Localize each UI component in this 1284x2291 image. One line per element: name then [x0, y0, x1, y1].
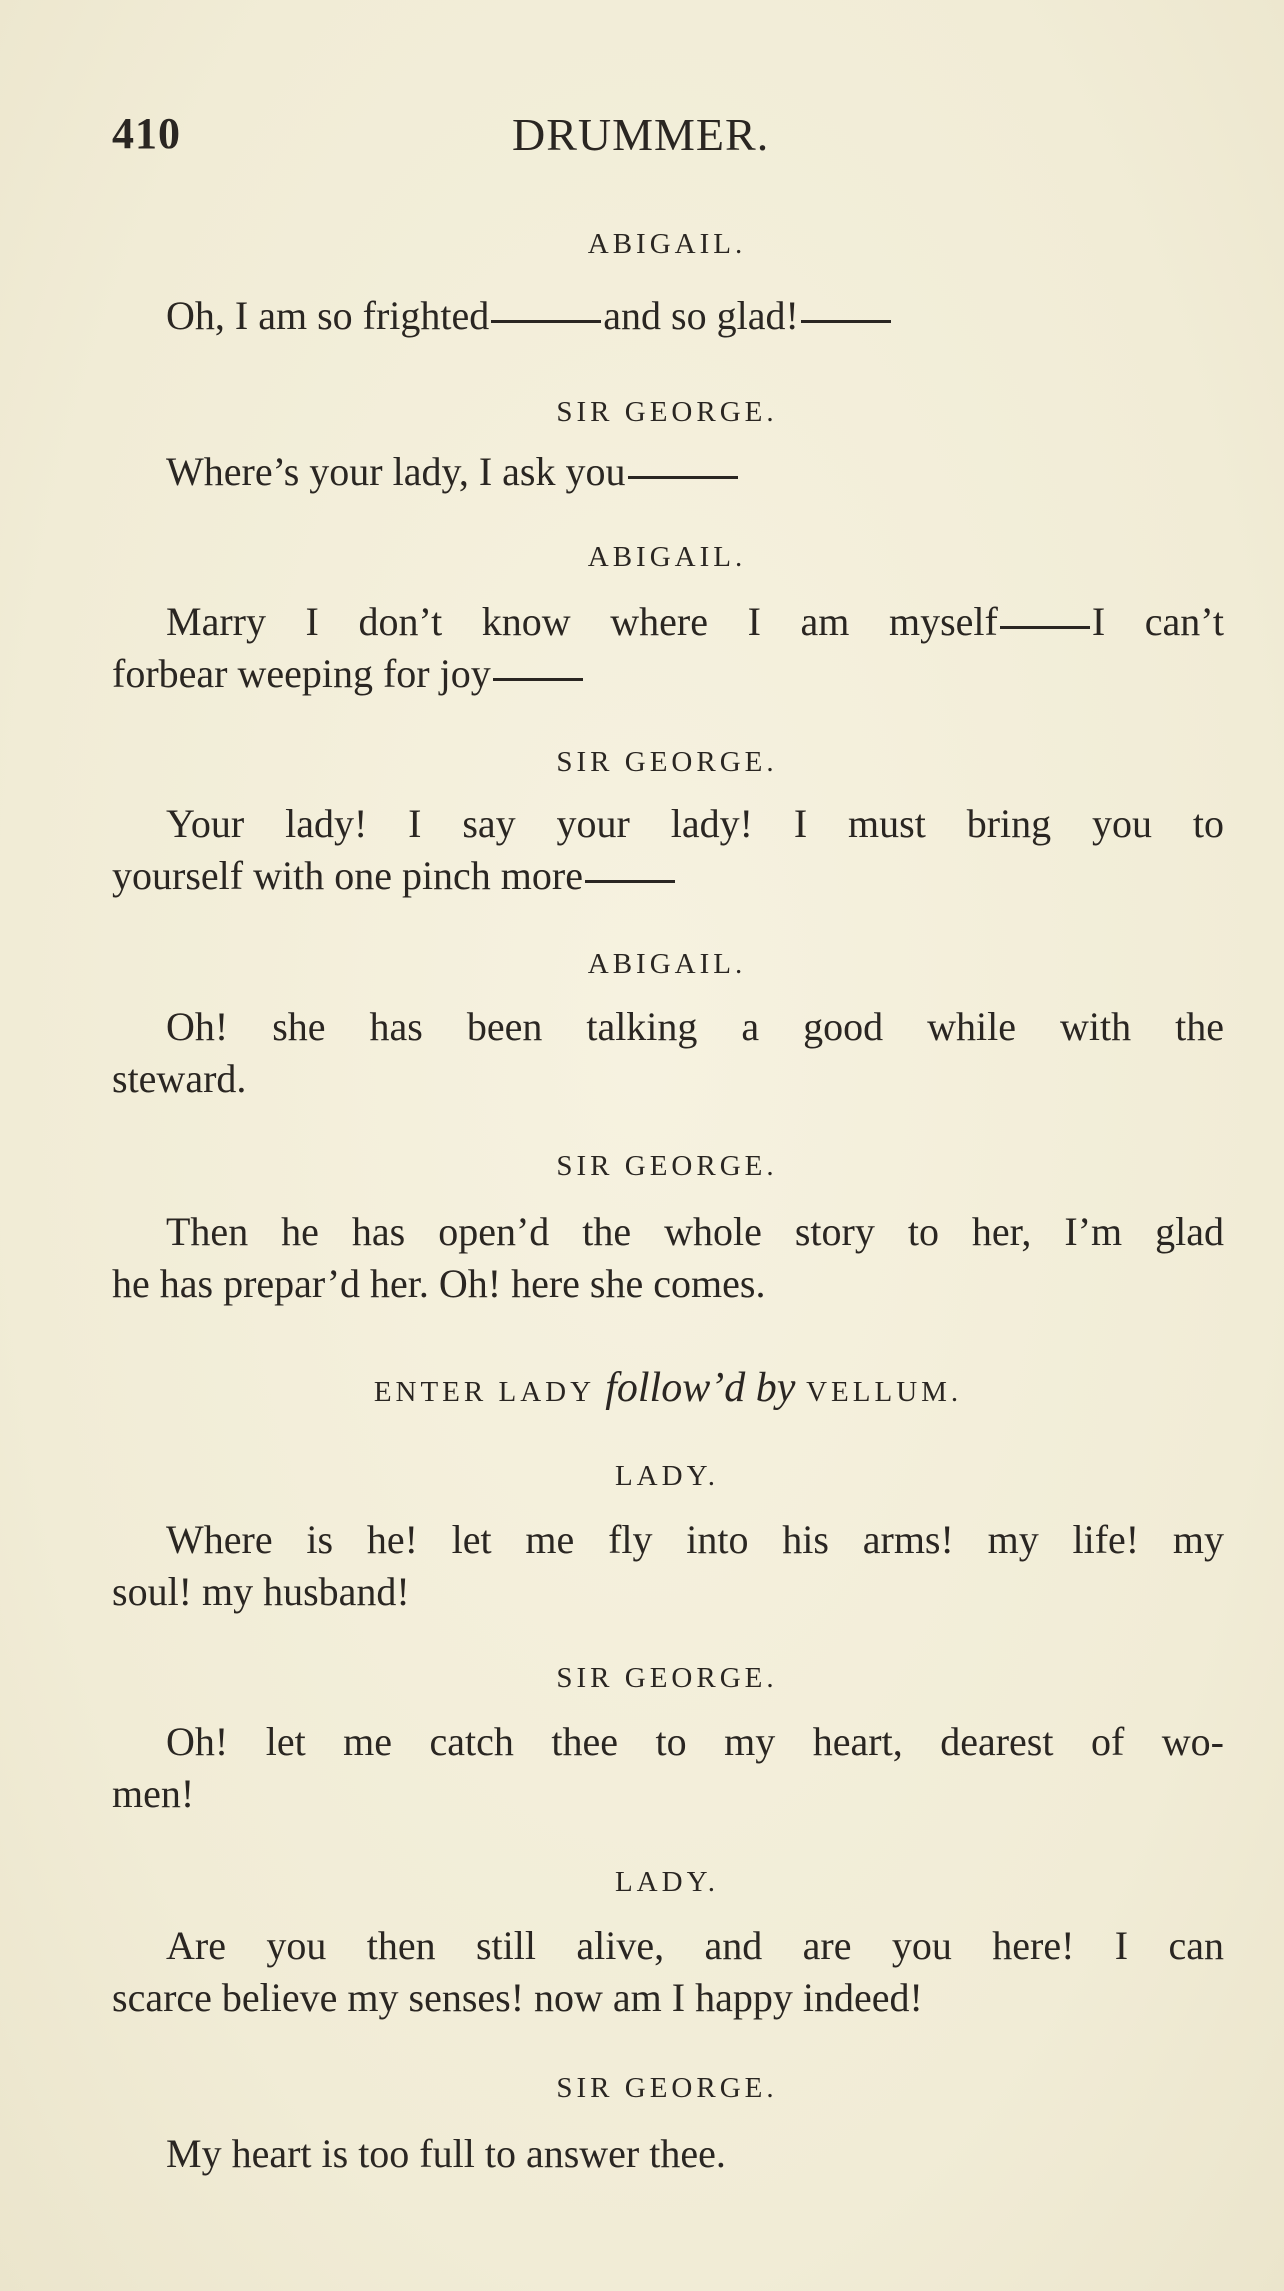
speaker-name: SIR GEORGE.: [556, 396, 778, 428]
running-title: DRUMMER.: [512, 109, 770, 160]
dialogue-line: Oh! let me catch thee to my heart, dearest of wo-: [166, 1719, 1224, 1764]
dialogue-line: [166, 292, 893, 339]
speaker-name: SIR GEORGE.: [556, 2072, 778, 2104]
dialogue-text: forbear weeping for joy: [112, 651, 491, 696]
speaker-name: SIR GEORGE.: [556, 1150, 778, 1182]
stage-direction-italic: follow’d by: [605, 1365, 796, 1411]
page-number: 410: [112, 109, 181, 158]
dialogue-line: Your lady! I say your lady! I must bring you to: [166, 801, 1224, 846]
em-dash-rule: [585, 880, 675, 883]
dialogue-line: soul! my husband!: [112, 1569, 410, 1614]
dialogue-line: men!: [112, 1771, 195, 1816]
dialogue-line: My heart is too full to answer thee.: [166, 2131, 726, 2176]
dialogue-line: Oh! she has been talking a good while with the: [166, 1004, 1224, 1049]
em-dash-rule: [491, 320, 601, 323]
dialogue-line: Then he has open’d the whole story to her, I’m glad: [166, 1209, 1224, 1254]
dialogue-line: Are you then still alive, and are you here! I can: [166, 1923, 1224, 1968]
em-dash-rule: [628, 476, 738, 479]
dialogue-line: [166, 598, 1224, 645]
dialogue-line: he has prepar’d her. Oh! here she comes.: [112, 1261, 766, 1306]
stage-direction-text: ENTER LADY: [373, 1376, 594, 1408]
speaker-name: SIR GEORGE.: [556, 746, 778, 778]
dialogue-line: scarce believe my senses! now am I happy indeed!: [112, 1975, 923, 2020]
dialogue-text: Oh, I am so frighted: [166, 293, 490, 338]
em-dash-rule: [1000, 626, 1090, 629]
dialogue-text: yourself with one pinch more: [112, 853, 583, 898]
dialogue-text: Marry I don’t know where I am myself: [166, 599, 998, 644]
dialogue-text: I can’t: [1091, 599, 1224, 644]
dialogue-line: Where is he! let me fly into his arms! my life! my: [166, 1517, 1224, 1562]
em-dash-rule: [493, 678, 583, 681]
dialogue-text: and so glad!: [603, 293, 799, 338]
page-header: [112, 108, 1172, 168]
speaker-name: ABIGAIL.: [587, 948, 747, 980]
dialogue-line: steward.: [112, 1056, 247, 1101]
dialogue-line: [166, 448, 740, 495]
speaker-name: ABIGAIL.: [587, 228, 747, 260]
speaker-name: LADY.: [614, 1866, 720, 1898]
speaker-name: ABIGAIL.: [587, 541, 747, 573]
speaker-name: LADY.: [614, 1460, 720, 1492]
dialogue-line: [112, 852, 677, 899]
stage-direction-text: VELLUM.: [806, 1376, 963, 1408]
dialogue-line: [112, 650, 585, 697]
stage-direction: [112, 1364, 1224, 1412]
speaker-name: SIR GEORGE.: [556, 1662, 778, 1694]
dialogue-text: Where’s your lady, I ask you: [166, 449, 626, 494]
em-dash-rule: [801, 320, 891, 323]
